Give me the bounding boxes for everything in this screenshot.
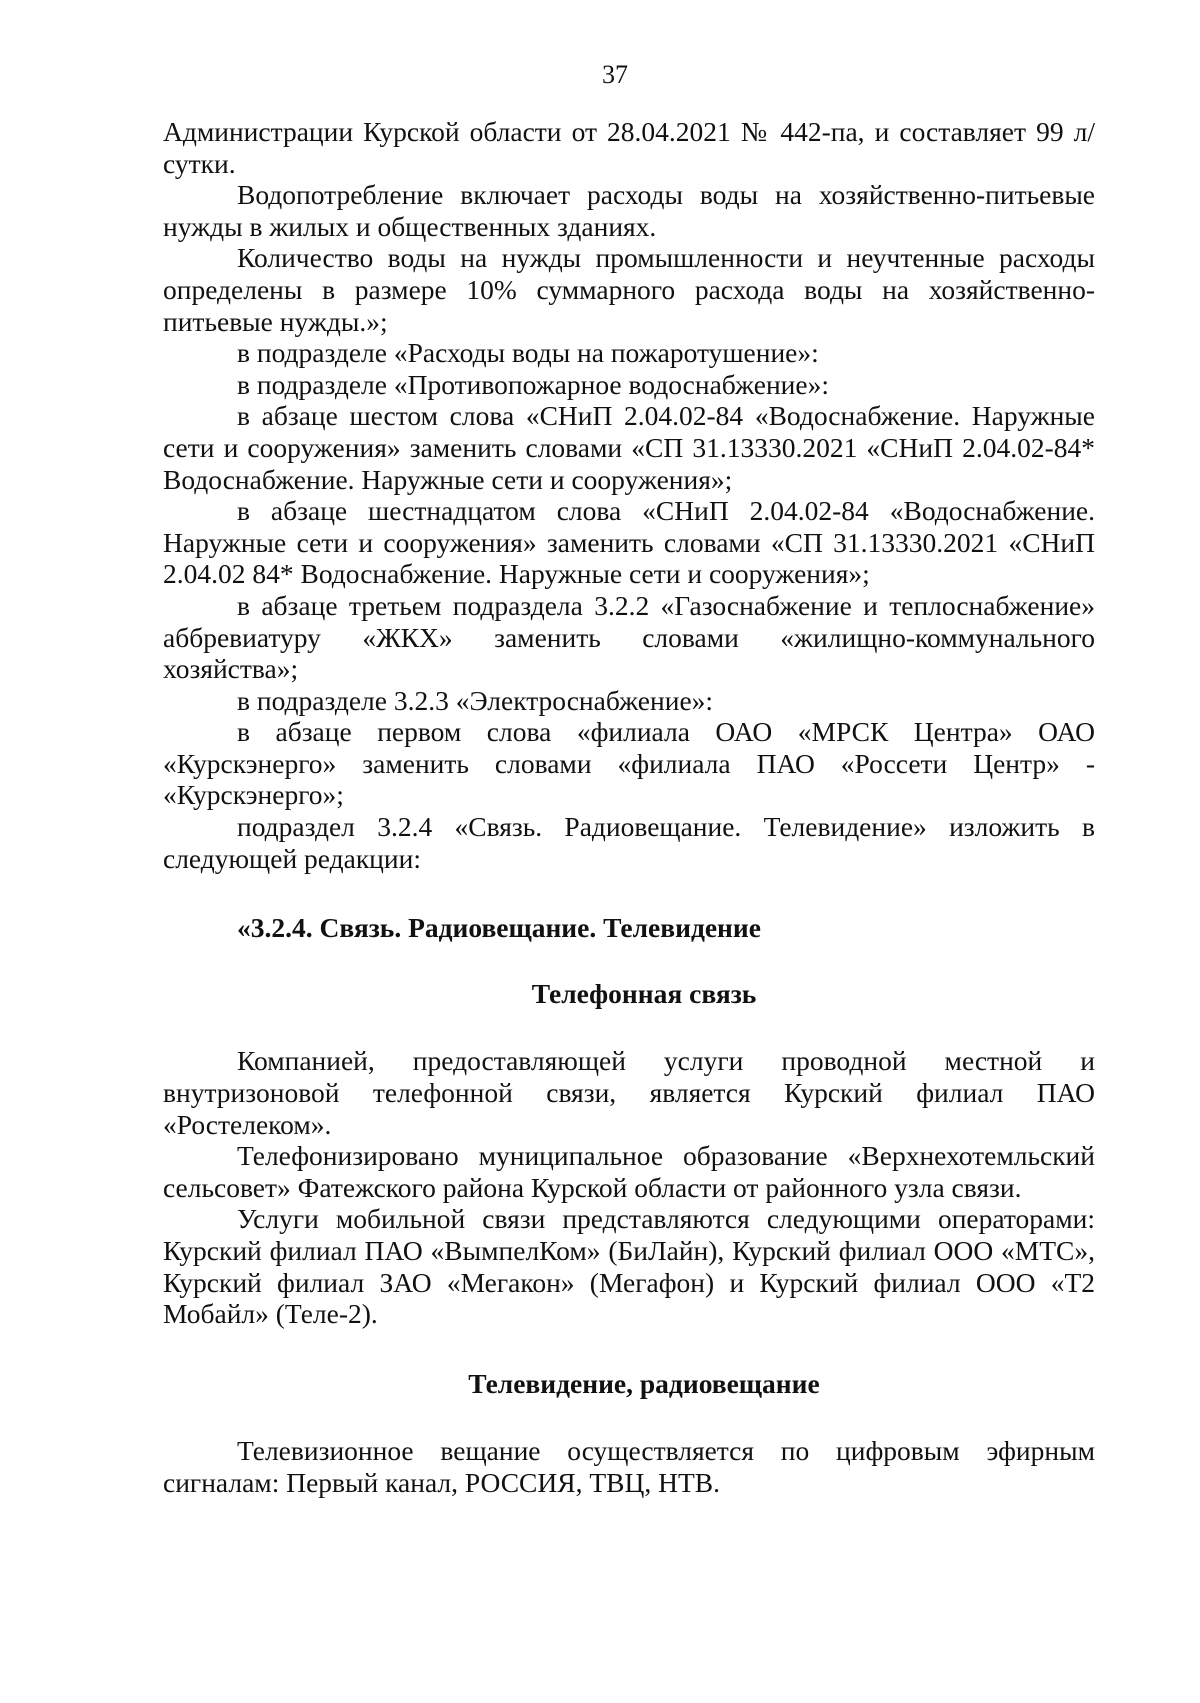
section-title: «3.2.4. Связь. Радиовещание. Телевидение (237, 912, 761, 944)
paragraph: в подразделе «Противопожарное водоснабжение»: (237, 368, 829, 400)
paragraph: Количество воды на нужды промышленности и неучтенные расходы определены в размере 10% суммарного расхода воды на хозяйственно-питьевые нужды.»; (163, 242, 1095, 337)
page-number: 37 (602, 60, 628, 89)
paragraph: Телефонизировано муниципальное образование «Верхнехотемльский сельсовет» Фатежского района Курской области от районного узла связи. (163, 1140, 1095, 1203)
paragraph: в абзаце третьем подраздела 3.2.2 «Газоснабжение и теплоснабжение» аббревиатуру «ЖКХ» заменить словами «жилищно-коммунального хозяйства»; (163, 589, 1095, 685)
paragraph: в абзаце шестнадцатом слова «СНиП 2.04.02-84 «Водоснабжение. Наружные сети и сооружения» заменить словами «СП 31.13330.2021 «СНиП 2.04.02 84* Водоснабжение. Наружные сети и сооружения»; (163, 495, 1095, 590)
paragraph: Администрации Курской области от 28.04.2021 № 442-па, и составляет 99 л/сутки. (163, 116, 1095, 179)
paragraph: в подразделе «Расходы воды на пожаротушение»: (237, 337, 819, 369)
paragraph: в подразделе 3.2.3 «Электроснабжение»: (237, 684, 714, 716)
paragraph: в абзаце первом слова «филиала ОАО «МРСК Центра» ОАО «Курскэнерго» заменить словами «филиала ПАО «Россети Центр» - «Курскэнерго»; (163, 716, 1095, 811)
paragraph: Телевизионное вещание осуществляется по цифровым эфирным сигналам: Первый канал, РОССИЯ, ТВЦ, НТВ. (163, 1435, 1095, 1498)
subsection-title-tv: Телевидение, радиовещание (468, 1367, 820, 1399)
document-body (163, 116, 1095, 1499)
paragraph: в абзаце шестом слова «СНиП 2.04.02-84 «Водоснабжение. Наружные сети и сооружения» заменить словами «СП 31.13330.2021 «СНиП 2.04.02-84* Водоснабжение. Наружные сети и сооружения»; (163, 400, 1095, 495)
paragraph: подраздел 3.2.4 «Связь. Радиовещание. Телевидение» изложить в следующей редакции: (163, 811, 1095, 874)
paragraph: Услуги мобильной связи представляются следующими операторами: Курский филиал ПАО «ВымпелКом» (БиЛайн), Курский филиал ООО «МТС», Курский филиал ЗАО «Мегакон» (Мегафон) и Курский филиал ООО «Т2 Мобайл» (Теле-2). (163, 1203, 1095, 1330)
subsection-title-phone: Телефонная связь (531, 977, 757, 1009)
paragraph: Компанией, предоставляющей услуги проводной местной и внутризоновой телефонной связи, является Курский филиал ПАО «Ростелеком». (163, 1045, 1095, 1140)
paragraph: Водопотребление включает расходы воды на хозяйственно-питьевые нужды в жилых и общественных зданиях. (163, 179, 1095, 242)
